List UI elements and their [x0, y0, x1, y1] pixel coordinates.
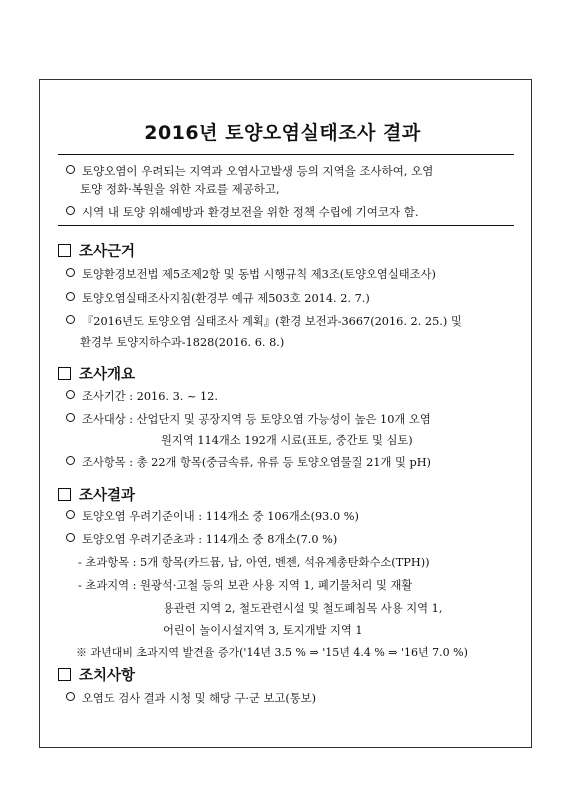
section-heading-results: 조사결과 — [58, 484, 135, 505]
circle-bullet-icon — [66, 268, 75, 277]
purpose-box — [58, 154, 514, 226]
circle-bullet-icon — [66, 315, 75, 324]
section-heading-overview: 조사개요 — [58, 363, 135, 384]
checkbox-square-icon — [58, 488, 71, 501]
section-heading-actions: 조치사항 — [58, 664, 135, 685]
circle-bullet-icon — [66, 692, 75, 701]
results-subitem-continued: 어린이 놀이시설지역 3, 토지개발 지역 1 — [163, 624, 363, 637]
circle-bullet-icon — [66, 165, 75, 174]
circle-bullet-icon — [66, 533, 75, 542]
overview-item: 조사기간 : 2016. 3. ~ 12. — [66, 388, 218, 404]
results-item: 토양오염 우려기준이내 : 114개소 중 106개소(93.0 %) — [66, 508, 359, 524]
checkbox-square-icon — [58, 367, 71, 380]
results-subitem-continued: 용관련 지역 2, 철도관련시설 및 철도폐침목 사용 지역 1, — [163, 602, 443, 615]
section-heading-basis: 조사근거 — [58, 240, 135, 261]
overview-item: 조사항목 : 총 22개 항목(중금속류, 유류 등 토양오염물질 21개 및 pH) — [66, 454, 431, 470]
checkbox-square-icon — [58, 668, 71, 681]
overview-item-continued: 원지역 114개소 192개 시료(표토, 중간토 및 심토) — [161, 434, 413, 447]
results-note: ※ 과년대비 초과지역 발견율 증가('14년 3.5 % ⇒ '15년 4.4 % ⇒ '16년 7.0 %) — [76, 646, 468, 659]
overview-item: 조사대상 : 산업단지 및 공장지역 등 토양오염 가능성이 높은 10개 오염 — [66, 411, 431, 427]
page-title: 2016년 토양오염실태조사 결과 — [144, 122, 421, 144]
actions-item: 오염도 검사 결과 시청 및 해당 구·군 보고(통보) — [66, 690, 316, 706]
circle-bullet-icon — [66, 413, 75, 422]
purpose-item-continued: 토양 정화·복원을 위한 자료를 제공하고, — [80, 182, 280, 196]
purpose-item: 토양오염이 우려되는 지역과 오염사고발생 등의 지역을 조사하여, 오염 — [66, 163, 433, 179]
purpose-item: 시역 내 토양 위해예방과 환경보전을 위한 정책 수립에 기여코자 함. — [66, 204, 419, 220]
circle-bullet-icon — [66, 390, 75, 399]
basis-item: 『2016년도 토양오염 실태조사 계획』(환경 보전과-3667(2016. 2. 25.) 및 — [66, 313, 462, 329]
basis-item-continued: 환경부 토양지하수과-1828(2016. 6. 8.) — [80, 336, 285, 349]
checkbox-square-icon — [58, 244, 71, 257]
circle-bullet-icon — [66, 206, 75, 215]
circle-bullet-icon — [66, 456, 75, 465]
basis-item: 토양오염실태조사지침(환경부 예규 제503호 2014. 2. 7.) — [66, 290, 370, 306]
results-subitem: - 초과항목 : 5개 항목(카드뮴, 납, 아연, 벤젠, 석유계총탄화수소(TPH)) — [78, 556, 430, 569]
results-item: 토양오염 우려기준초과 : 114개소 중 8개소(7.0 %) — [66, 531, 337, 547]
results-subitem: - 초과지역 : 원광석·고철 등의 보관 사용 지역 1, 폐기물처리 및 재활 — [78, 579, 413, 592]
circle-bullet-icon — [66, 292, 75, 301]
basis-item: 토양환경보전법 제5조제2항 및 동법 시행규칙 제3조(토양오염실태조사) — [66, 266, 436, 282]
circle-bullet-icon — [66, 510, 75, 519]
